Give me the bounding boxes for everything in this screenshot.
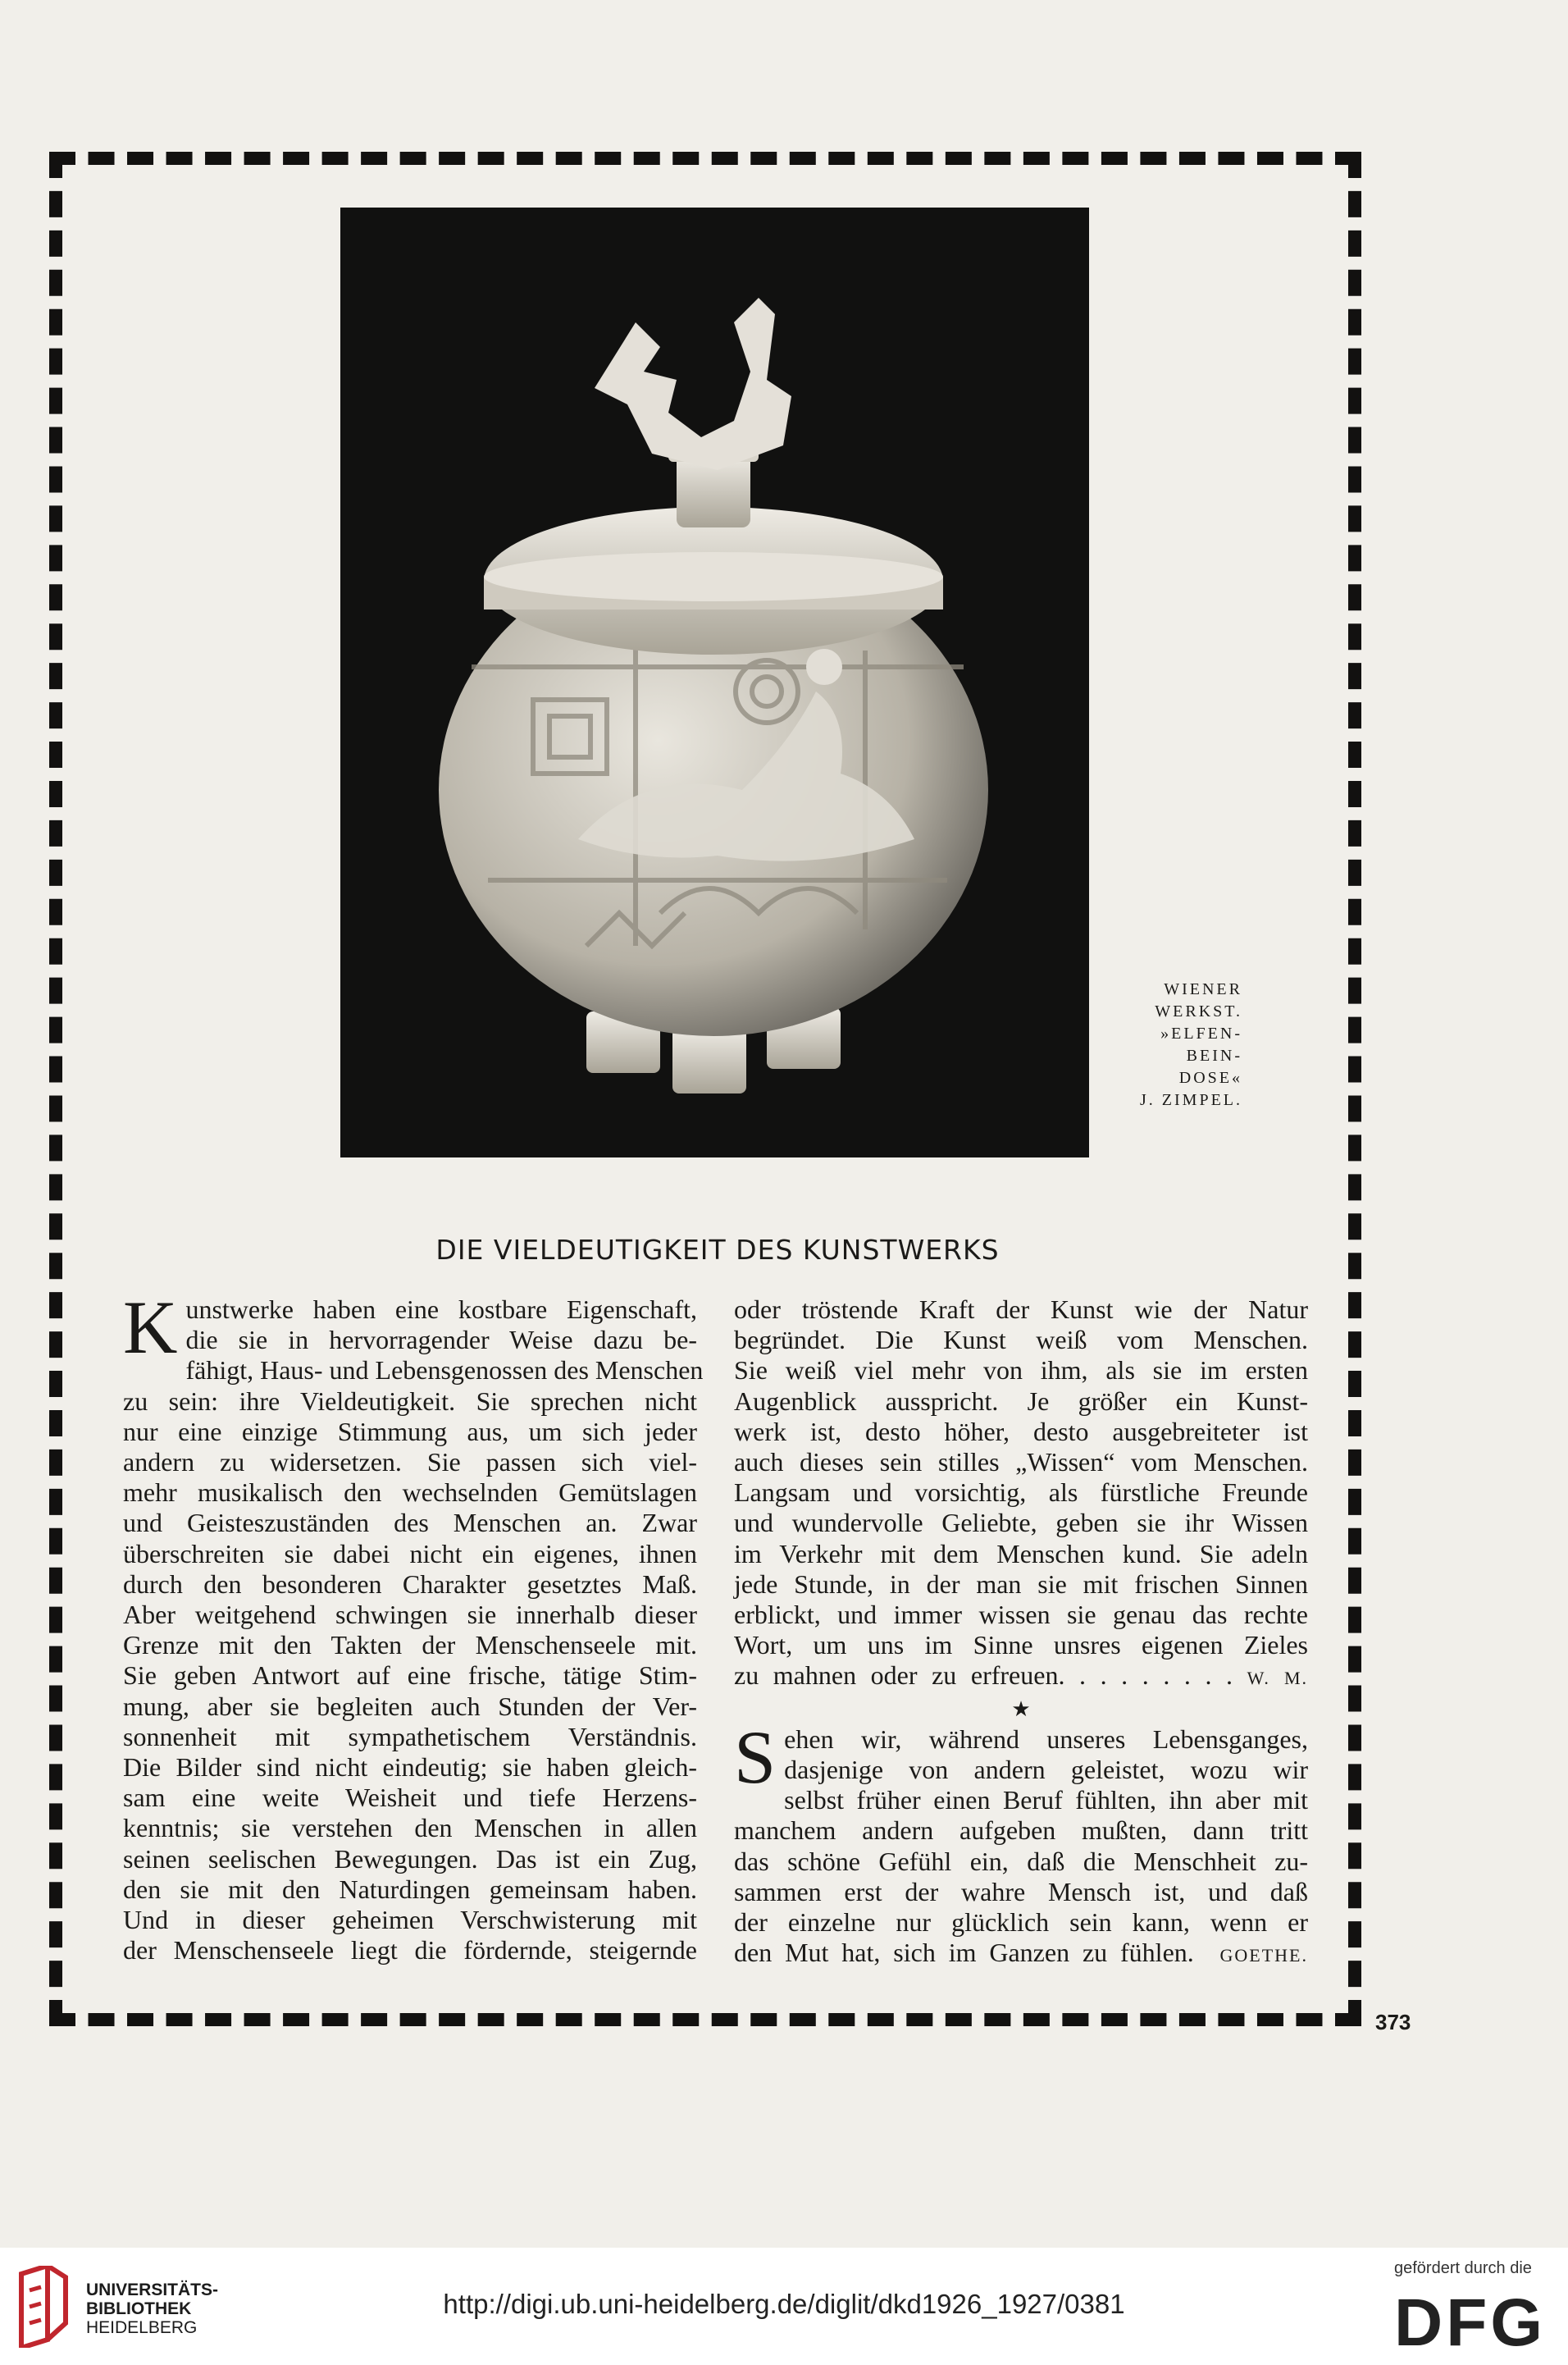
- text-line: das schöne Gefühl ein, daß die Menschheit zu-: [734, 1846, 1308, 1876]
- text-line-with-signature: [734, 1938, 1308, 1970]
- caption-line: J. ZIMPEL.: [1140, 1091, 1242, 1109]
- text-fragment: den Mut hat, sich im Ganzen zu fühlen.: [734, 1938, 1194, 1968]
- article-title: DIE VIELDEUTIGKEIT DES KUNSTWERKS: [435, 1234, 1000, 1266]
- text-line: jede Stunde, in der man sie mit frischen Sinnen: [734, 1568, 1308, 1599]
- library-line: HEIDELBERG: [86, 2318, 198, 2337]
- text-line: sam eine weite Weisheit und tiefe Herzens-: [123, 1783, 697, 1813]
- text-line: andern zu widersetzen. Sie passen sich viel-: [123, 1447, 697, 1477]
- text-line: Augenblick ausspricht. Je größer ein Kunst-: [734, 1386, 1308, 1416]
- photograph-ivory-box: [340, 208, 1089, 1157]
- funding-note: gefördert durch die: [1394, 2259, 1532, 2277]
- library-line: UNIVERSITÄTS-: [86, 2281, 219, 2299]
- caption-line: DOSE«: [1178, 1069, 1242, 1087]
- text-line: Aber weitgehend schwingen sie innerhalb dieser: [123, 1600, 697, 1630]
- text-line: die sie in hervorragender Weise dazu be-: [185, 1325, 697, 1355]
- text-line: nur eine einzige Stimmung aus, um sich jeder: [123, 1416, 697, 1446]
- text-line: kenntnis; sie verstehen den Menschen in allen: [123, 1813, 697, 1843]
- text-line: seinen seelischen Bewegungen. Das ist ein Zug,: [123, 1843, 697, 1874]
- signature-wm: W. M.: [1247, 1668, 1309, 1689]
- caption-line: WERKST.: [1155, 1002, 1242, 1020]
- text-line: manchem andern aufgeben mußten, dann tritt: [734, 1815, 1308, 1846]
- text-line: mung, aber sie begleiten auch Stunden der Ver-: [123, 1691, 697, 1721]
- text-line: durch den besonderen Charakter gesetztes Maß.: [123, 1568, 697, 1599]
- text-line-with-signature: [734, 1660, 1308, 1693]
- text-line: selbst früher einen Beruf fühlten, ihn aber mit: [784, 1785, 1308, 1815]
- text-line: der Menschenseele liegt die fördernde, steigernde: [123, 1935, 697, 1966]
- text-line: unstwerke haben eine kostbare Eigenschaft,: [185, 1294, 697, 1324]
- left-column: [123, 1285, 704, 1966]
- drop-cap: S: [734, 1714, 777, 1799]
- text-line: und Geisteszuständen des Menschen an. Zwar: [123, 1508, 697, 1538]
- text-line: begründet. Die Kunst weiß vom Menschen.: [734, 1325, 1308, 1355]
- caption-line: BEIN-: [1186, 1047, 1242, 1065]
- caption-line: WIENER: [1164, 980, 1242, 998]
- text-line: mehr musikalisch den wechselnden Gemütslagen: [123, 1477, 697, 1508]
- ivory-box-illustration: [340, 208, 1089, 1157]
- text-line: zu sein: ihre Vieldeutigkeit. Sie sprechen nicht: [123, 1386, 697, 1416]
- text-line: Sie geben Antwort auf eine frische, tätige Stim-: [123, 1660, 697, 1691]
- separator-star: ★: [1011, 1696, 1031, 1721]
- text-line: auch dieses sein stilles „Wissen“ vom Menschen.: [734, 1447, 1308, 1477]
- text-line: Und in dieser geheimen Verschwisterung mit: [123, 1905, 697, 1935]
- text-line: werk ist, desto höher, desto ausgebreiteter ist: [734, 1416, 1308, 1446]
- footer-bar: [0, 2248, 1568, 2365]
- text-line: sonnenheit mit sympathetischem Verständnis.: [123, 1721, 697, 1751]
- text-line: Grenze mit den Takten der Menschenseele mit.: [123, 1630, 697, 1660]
- text-line: Langsam und vorsichtig, als fürstliche Freunde: [734, 1477, 1308, 1508]
- signature-goethe: GOETHE.: [1219, 1945, 1308, 1966]
- text-line: erblickt, und immer wissen sie genau das rechte: [734, 1600, 1308, 1630]
- caption-line: »ELFEN-: [1160, 1025, 1242, 1043]
- source-url-link[interactable]: http://digi.ub.uni-heidelberg.de/diglit/dkd1926_1927/0381: [443, 2289, 1125, 2319]
- text-line: oder tröstende Kraft der Kunst wie der Natur: [734, 1294, 1308, 1324]
- page-number: 373: [1375, 2010, 1411, 2034]
- text-line: der einzelne nur glücklich sein kann, wenn er: [734, 1907, 1308, 1938]
- text-line: sammen erst der wahre Mensch ist, und daß: [734, 1876, 1308, 1906]
- text-line: Die Bilder sind nicht eindeutig; sie haben gleich-: [123, 1752, 697, 1783]
- text-line: dasjenige von andern geleistet, wozu wir: [784, 1755, 1308, 1785]
- text-line: ehen wir, während unseres Lebensganges,: [784, 1724, 1308, 1754]
- text-line: überschreiten sie dabei nicht ein eigenes, ihnen: [123, 1538, 697, 1568]
- right-column: [734, 1294, 1308, 1970]
- library-line: BIBLIOTHEK: [86, 2299, 192, 2318]
- text-line: und wundervolle Geliebte, geben sie ihr Wissen: [734, 1508, 1308, 1538]
- text-line: Wort, um uns im Sinne unsres eigenen Zieles: [734, 1630, 1308, 1660]
- drop-cap: K: [123, 1285, 178, 1369]
- text-line: im Verkehr mit dem Menschen kund. Sie adeln: [734, 1538, 1308, 1568]
- text-line: Sie weiß viel mehr von ihm, als sie im ersten: [734, 1355, 1308, 1386]
- text-line: fähigt, Haus- und Lebensgenossen des Menschen: [185, 1355, 704, 1386]
- text-line: den sie mit den Naturdingen gemeinsam haben.: [123, 1874, 697, 1904]
- dfg-logo: DFG: [1394, 2285, 1547, 2360]
- text-fragment: zu mahnen oder zu erfreuen. . . . . . . . .: [734, 1660, 1233, 1691]
- photo-caption: [1103, 979, 1242, 1112]
